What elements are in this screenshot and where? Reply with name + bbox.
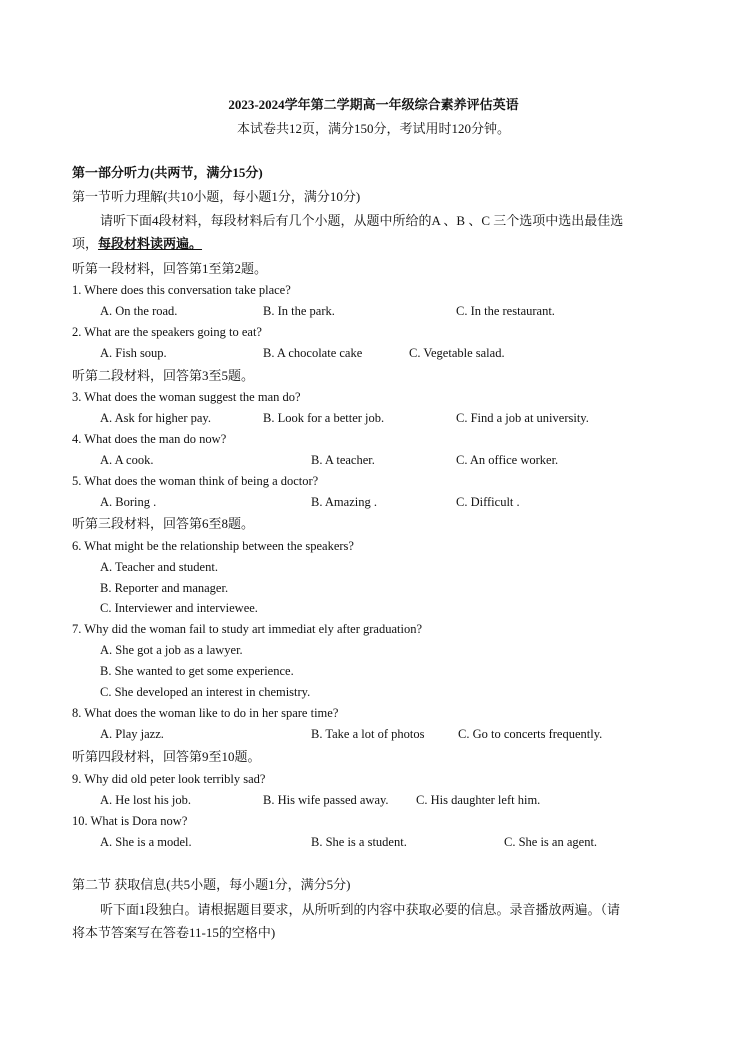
q3-option-a: A. Ask for higher pay. bbox=[100, 411, 211, 425]
q8-option-b: B. Take a lot of photos bbox=[311, 727, 425, 741]
passage1-header: 听第一段材料，回答第1至第2题。 bbox=[72, 261, 268, 276]
passage4-header: 听第四段材料，回答第9至10题。 bbox=[72, 749, 261, 764]
q3-stem: 3. What does the woman suggest the man do? bbox=[72, 390, 301, 404]
q7-option-a: A. She got a job as a lawyer. bbox=[100, 643, 243, 657]
q6-stem: 6. What might be the relationship between the speakers? bbox=[72, 539, 354, 553]
q8-option-c: C. Go to concerts frequently. bbox=[458, 727, 603, 741]
instruction-line2-start: 项， bbox=[72, 236, 99, 251]
q10-option-c: C. She is an agent. bbox=[504, 835, 598, 849]
q4-option-c: C. An office worker. bbox=[456, 453, 559, 467]
q5-option-c: C. Difficult . bbox=[456, 495, 520, 509]
q4-stem: 4. What does the man do now? bbox=[72, 432, 227, 446]
exam-title: 2023-2024学年第二学期高一年级综合素养评估英语 bbox=[228, 97, 519, 112]
q7-option-b: B. She wanted to get some experience. bbox=[100, 664, 294, 678]
q9-option-a: A. He lost his job. bbox=[100, 793, 191, 807]
q5-option-a: A. Boring . bbox=[100, 495, 157, 509]
q3-option-b: B. Look for a better job. bbox=[263, 411, 385, 425]
q9-stem: 9. Why did old peter look terribly sad? bbox=[72, 772, 266, 786]
q3-option-c: C. Find a job at university. bbox=[456, 411, 589, 425]
part1-heading: 第一部分听力(共两节，满分15分) bbox=[72, 165, 263, 180]
q6-option-c: C. Interviewer and interviewee. bbox=[100, 601, 258, 615]
q6-option-b: B. Reporter and manager. bbox=[100, 581, 229, 595]
q2-option-b: B. A chocolate cake bbox=[263, 346, 363, 360]
q8-stem: 8. What does the woman like to do in her spare time? bbox=[72, 706, 339, 720]
q9-option-b: B. His wife passed away. bbox=[263, 793, 389, 807]
q1-option-b: B. In the park. bbox=[263, 304, 335, 318]
q7-stem: 7. Why did the woman fail to study art immediat ely after graduation? bbox=[72, 622, 423, 636]
q4-option-b: B. A teacher. bbox=[311, 453, 375, 467]
instruction-emphasis: 每段材料读两遍。 bbox=[98, 236, 203, 251]
passage2-header: 听第二段材料，回答第3至5题。 bbox=[72, 368, 255, 383]
section2-heading: 第二节 获取信息(共5小题，每小题1分，满分5分) bbox=[72, 877, 351, 892]
passage3-header: 听第三段材料，回答第6至8题。 bbox=[72, 516, 255, 531]
q2-option-c: C. Vegetable salad. bbox=[409, 346, 505, 360]
instruction-line2 bbox=[72, 237, 202, 250]
section2-instruction-line1: 听下面1段独白。请根据题目要求，从所听到的内容中获取必要的信息。录音播放两遍。（请 bbox=[100, 902, 621, 917]
q2-option-a: A. Fish soup. bbox=[100, 346, 167, 360]
q7-option-c: C. She developed an interest in chemistry. bbox=[100, 685, 311, 699]
q8-option-a: A. Play jazz. bbox=[100, 727, 164, 741]
q10-option-a: A. She is a model. bbox=[100, 835, 192, 849]
exam-subtitle: 本试卷共12页，满分150分，考试用时120分钟。 bbox=[236, 121, 510, 136]
q4-option-a: A. A cook. bbox=[100, 453, 154, 467]
q5-option-b: B. Amazing . bbox=[311, 495, 377, 509]
q1-option-a: A. On the road. bbox=[100, 304, 178, 318]
q2-stem: 2. What are the speakers going to eat? bbox=[72, 325, 262, 339]
instruction-line1: 请听下面4段材料，每段材料后有几个小题，从题中所给的A 、B 、C 三个选项中选出最佳选 bbox=[100, 213, 624, 228]
q6-option-a: A. Teacher and student. bbox=[100, 560, 218, 574]
q1-option-c: C. In the restaurant. bbox=[456, 304, 555, 318]
q5-stem: 5. What does the woman think of being a doctor? bbox=[72, 474, 319, 488]
section1-heading: 第一节听力理解(共10小题，每小题1分，满分10分) bbox=[72, 189, 361, 204]
q10-option-b: B. She is a student. bbox=[311, 835, 407, 849]
section2-instruction-line2: 将本节答案写在答卷11-15的空格中) bbox=[72, 925, 276, 940]
q10-stem: 10. What is Dora now? bbox=[72, 814, 188, 828]
q1-stem: 1. Where does this conversation take place? bbox=[72, 283, 291, 297]
q9-option-c: C. His daughter left him. bbox=[416, 793, 541, 807]
